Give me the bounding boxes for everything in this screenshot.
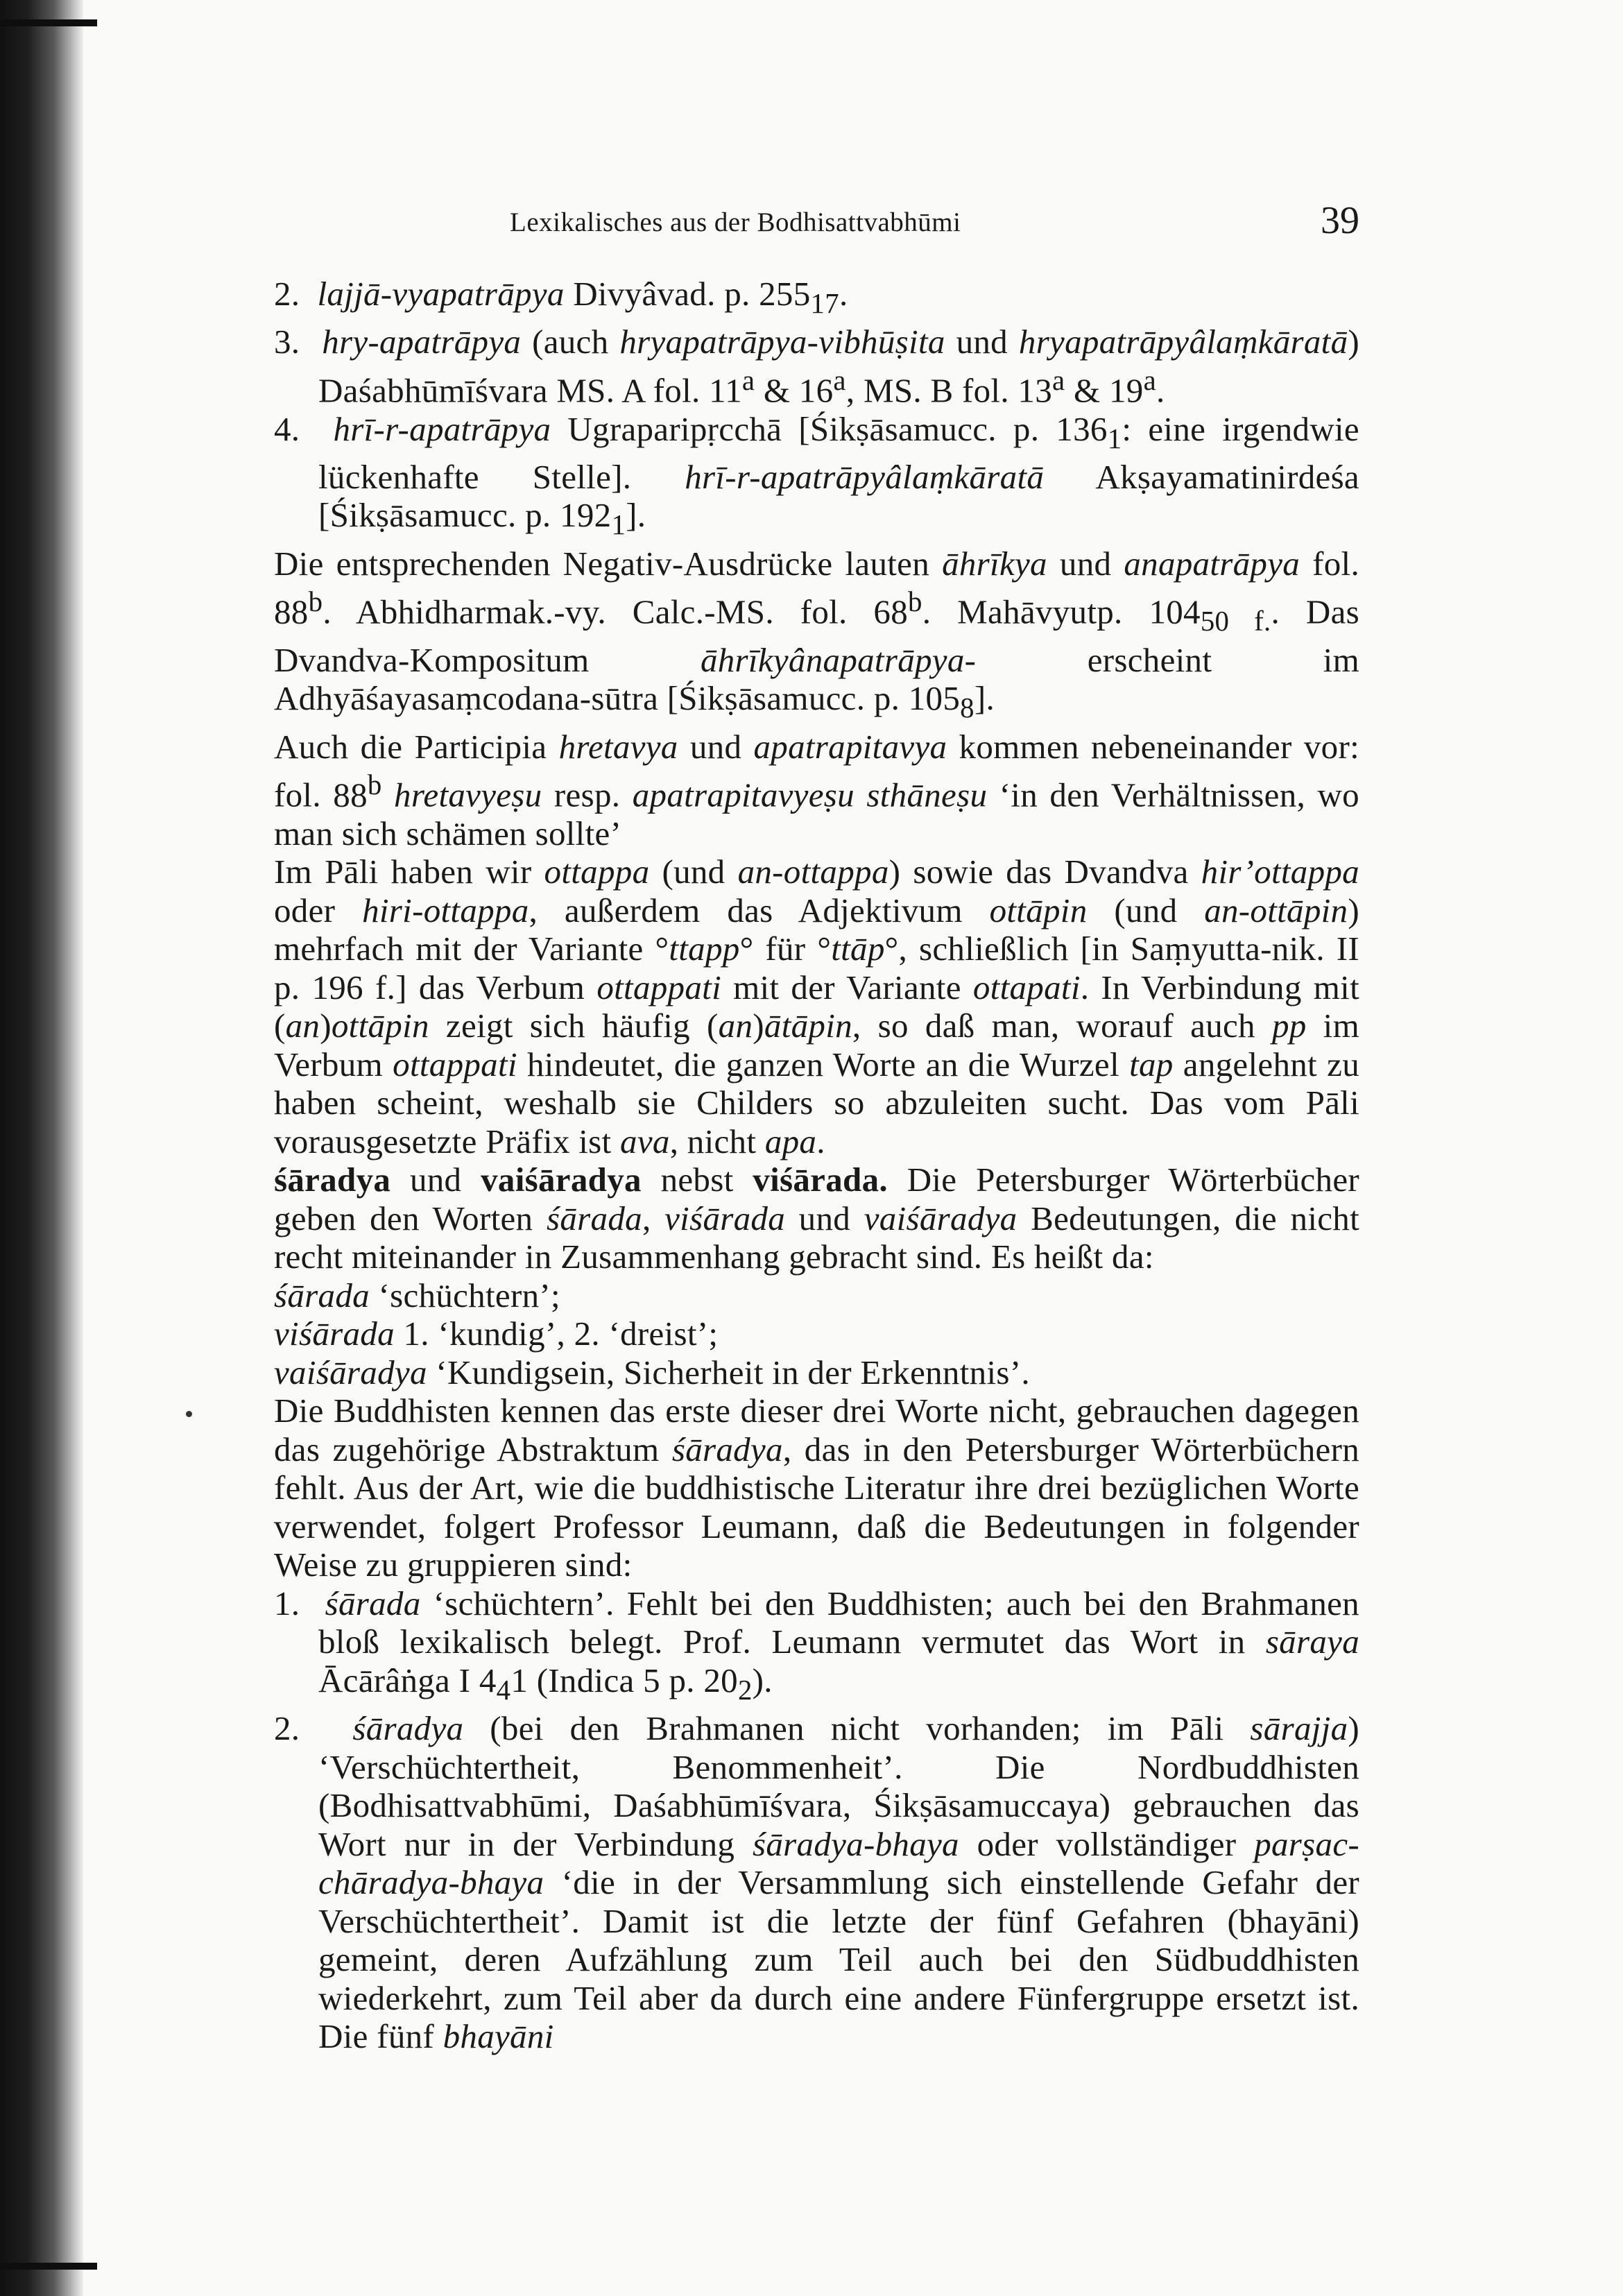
text-run: (und: [1087, 891, 1205, 929]
text-run: nebst: [641, 1160, 753, 1199]
italic-term: hrī-r-apatrāpya: [333, 409, 551, 448]
text-run: und: [785, 1199, 864, 1237]
margin-dot: [186, 1411, 192, 1417]
text-run: Akṣayamatinirdeśa [Śikṣāsamucc. p. 192: [318, 457, 1359, 535]
italic-term: hir’ottappa: [1201, 853, 1359, 891]
italic-term: parṣac-chāradya-bhaya: [318, 1824, 1360, 1902]
text-run: Die Petersburger Wörterbücher geben den Worten: [274, 1160, 1360, 1237]
text-run: . In Verbindung mit (: [274, 968, 1360, 1045]
headword-visarada: viśārada.: [753, 1160, 888, 1199]
paragraph-buddhisten: [274, 1391, 1359, 1584]
paragraph-saradya-heading: [274, 1160, 1359, 1276]
index-mark: b: [367, 769, 382, 801]
italic-term: hryapatrāpya-vibhūṣita: [619, 323, 945, 361]
book-spine-shadow: [0, 0, 83, 2296]
italic-term: an-ottappa: [737, 853, 889, 891]
text-run: resp.: [542, 776, 633, 814]
index-mark: 2: [737, 1674, 753, 1706]
text-run: oder: [274, 891, 363, 929]
index-mark: 1: [611, 509, 626, 541]
text-run: fol. 88: [274, 544, 1359, 631]
entry-item-2: [274, 275, 1359, 323]
text-run: und: [945, 323, 1019, 361]
running-head: [274, 198, 1359, 247]
index-mark: 50 f.: [1200, 606, 1271, 637]
text-run: [382, 776, 394, 814]
text-run: , so daß man, worauf auch: [852, 1006, 1272, 1045]
italic-term: an-ottāpin: [1204, 891, 1348, 929]
text-run: im Verbum: [274, 1006, 1359, 1083]
italic-term: ottāpin: [989, 891, 1088, 929]
text-run: .: [839, 275, 848, 313]
italic-term: hrī-r-apatrāpyâlaṃkāratā: [685, 457, 1045, 496]
italic-term: sāraya: [1265, 1622, 1359, 1661]
text-run: 4.: [274, 409, 300, 448]
text-run: Divyâvad. p. 255: [564, 275, 811, 313]
index-mark: a: [1143, 364, 1156, 396]
index-mark: b: [908, 586, 922, 618]
entry-item-4: [274, 410, 1359, 545]
italic-term: apatrapitavyeṣu sthāneṣu: [632, 776, 988, 814]
text-run: 1 (Indica 5 p. 20: [510, 1661, 738, 1699]
text-run: 1. ‘kundig’, 2. ‘dreist’;: [394, 1314, 719, 1353]
headword-saradya: śāradya: [274, 1160, 391, 1199]
italic-term: ātāpin: [764, 1006, 852, 1045]
text-run: ) ‘Verschüchtertheit, Benommenheit’. Die Nordbuddhisten (Bodhisattvabhūmi, Daśabhūmīśvara, Śikṣāsamuccaya) gebrauchen das Wort nur in der Verbindung: [318, 1709, 1359, 1863]
italic-term: śārada: [274, 1276, 370, 1314]
italic-term: tap: [1129, 1045, 1174, 1083]
italic-term: śāradya: [352, 1709, 464, 1748]
text-run: kommen nebeneinander vor: fol. 88: [274, 727, 1359, 814]
entry-item-3: [274, 323, 1359, 409]
text-run: , das in den Petersburger Wörterbüchern fehlt. Aus der Art, wie die buddhistische Literatur ihre drei bezüglichen Worte verwendet, folgert Professor Leumann, daß die Bedeutungen in folgender Weise zu gruppieren sind:: [274, 1430, 1359, 1584]
paragraph-pali: [274, 853, 1359, 1160]
italic-term: śāradya-bhaya: [753, 1824, 959, 1863]
text-run: ].: [626, 496, 646, 535]
text-run: ) mehrfach mit der Variante °: [274, 891, 1359, 968]
italic-term: an: [718, 1006, 753, 1045]
italic-term: hretavya: [558, 727, 678, 766]
index-mark: a: [1052, 364, 1065, 396]
italic-term: hiri-ottappa: [362, 891, 529, 929]
text-run: angelehnt zu haben scheint, weshalb sie Childers so abzuleiten sucht. Das vom Pāli vorausgesetzte Präfix ist: [274, 1045, 1359, 1160]
text-run: Im Pāli haben wir: [274, 853, 544, 891]
text-run: Auch die Participia: [274, 727, 559, 766]
text-run: . Abhidharmak.-vy. Calc.-MS. fol. 68: [323, 592, 909, 631]
text-run: (bei den Brahmanen nicht vorhanden; im Pāli: [463, 1709, 1251, 1748]
italic-term: bhayāni: [443, 2017, 554, 2056]
italic-term: vaiśāradya: [864, 1199, 1017, 1237]
italic-term: āhrīkyânapatrāpya: [700, 640, 965, 679]
text-run: . Das Dvandva-Kompositum: [274, 592, 1359, 679]
italic-term: sārajja: [1250, 1709, 1348, 1748]
text-run: ): [320, 1006, 332, 1045]
index-mark: 4: [496, 1674, 511, 1706]
italic-term: hry-apatrāpya: [322, 323, 522, 361]
italic-term: anapatrāpya: [1124, 544, 1300, 583]
italic-term: śāradya: [671, 1430, 783, 1468]
italic-term: apa: [764, 1122, 817, 1160]
index-mark: 8: [960, 692, 974, 724]
text-run: mit der Variante: [721, 968, 973, 1006]
text-run: (und: [649, 853, 738, 891]
italic-term: ottappa: [544, 853, 650, 891]
index-mark: 1: [1107, 422, 1122, 454]
italic-term: apatrapitavya: [753, 727, 947, 766]
text-run: Die Buddhisten kennen das erste dieser drei Worte nicht, gebrauchen dagegen das zugehörige Abstraktum: [274, 1391, 1359, 1468]
italic-term: ttāp: [831, 929, 885, 968]
italic-term: ottāpin: [331, 1006, 429, 1045]
quote-vaisaradya: [274, 1353, 1359, 1392]
text-run: zeigt sich häufig (: [429, 1006, 719, 1045]
text-run: ): [753, 1006, 764, 1045]
text-run: 1.: [274, 1584, 300, 1622]
text-run: ).: [752, 1661, 773, 1699]
text-run: .: [816, 1122, 825, 1160]
italic-term: hretavyeṣu: [394, 776, 542, 814]
body-text: [274, 275, 1359, 2056]
text-run: , MS. B fol. 13: [845, 371, 1053, 410]
page-number: 39: [1321, 199, 1359, 242]
index-mark: a: [833, 364, 846, 396]
text-run: und: [1047, 544, 1124, 583]
italic-term: āhrīkya: [942, 544, 1047, 583]
spine-notch-top: [0, 19, 97, 26]
running-title: Lexikalisches aus der Bodhisattvabhūmi: [510, 207, 961, 237]
text-run: Bedeutungen, die nicht recht miteinander in Zusammenhang gebracht sind. Es heißt da:: [274, 1199, 1360, 1276]
text-run: oder vollständiger: [959, 1824, 1255, 1863]
text-run: 2.: [274, 1709, 300, 1748]
italic-term: ottapati: [972, 968, 1081, 1006]
text-run: ‘in den Verhältnissen, wo man sich schämen sollte’: [274, 776, 1359, 853]
quote-visarada: [274, 1314, 1359, 1353]
text-run: und: [390, 1160, 481, 1199]
text-run: Ugraparipṛcchā [Śikṣāsamucc. p. 136: [551, 409, 1108, 448]
paragraph-negativ: [274, 545, 1359, 728]
italic-term: ottappati: [596, 968, 721, 1006]
text-run: °, schließlich [in Saṃyutta-nik. II p. 196 f.] das Verbum: [274, 929, 1359, 1006]
text-run: ,: [642, 1199, 665, 1237]
text-run: ) Daśabhūmīśvara MS. A fol. 11: [318, 323, 1359, 410]
italic-term: vaiśāradya: [274, 1353, 427, 1391]
text-run: - erscheint im Adhyāśayasaṃcodana-sūtra [Śikṣāsamucc. p. 105: [274, 640, 1359, 718]
italic-term: viśārada: [274, 1314, 395, 1353]
text-run: ‘schüchtern’. Fehlt bei den Buddhisten; auch bei den Brahmanen bloß lexikalisch belegt. Prof. Leumann vermutet das Wort in: [318, 1584, 1359, 1661]
text-run: ].: [974, 679, 995, 718]
text-run: ° für °: [739, 929, 832, 968]
text-run: Die entsprechenden Negativ-Ausdrücke lauten: [274, 544, 943, 583]
italic-term: ottappati: [393, 1045, 517, 1083]
italic-term: hryapatrāpyâlaṃkāratā: [1018, 323, 1348, 361]
text-run: 2.: [274, 275, 300, 313]
index-mark: a: [741, 364, 755, 396]
text-run: Ācārâṅga I 4: [318, 1661, 497, 1699]
index-mark: b: [308, 586, 323, 618]
italic-term: lajjā-vyapatrāpya: [317, 275, 565, 313]
italic-term: ava: [620, 1122, 670, 1160]
text-run: , nicht: [669, 1122, 765, 1160]
paragraph-participia: [274, 728, 1359, 853]
list-item-1: [274, 1584, 1359, 1709]
headword-vaisaradya: vaiśāradya: [481, 1160, 642, 1199]
page: [274, 198, 1359, 2056]
italic-term: ttapp: [669, 929, 740, 968]
text-run: . Mahāvyutp. 104: [922, 592, 1201, 631]
text-run: .: [1156, 371, 1165, 410]
italic-term: an: [285, 1006, 320, 1045]
text-run: , außerdem das Adjektivum: [529, 891, 990, 929]
text-run: und: [678, 727, 754, 766]
italic-term: śārada: [325, 1584, 421, 1622]
italic-term: śārada: [546, 1199, 642, 1237]
text-run: ) sowie das Dvandva: [888, 853, 1201, 891]
text-run: ‘schüchtern’;: [369, 1276, 560, 1314]
text-run: ‘die in der Versammlung sich einstellende Gefahr der Verschüchtertheit’. Damit ist die letzte der fünf Gefahren (bhayāni) gemeint, deren Aufzählung zum Teil auch bei den Südbuddhisten wiederkehrt, zum Teil aber da durch eine andere Fünfergruppe ersetzt ist. Die fünf: [318, 1863, 1359, 2056]
text-run: & 16: [755, 371, 834, 410]
text-run: 3.: [274, 323, 300, 361]
italic-term: viśārada: [664, 1199, 786, 1237]
italic-term: pp: [1271, 1006, 1307, 1045]
text-run: ‘Kundigsein, Sicherheit in der Erkenntnis’.: [427, 1353, 1030, 1391]
list-item-2: [274, 1709, 1359, 2056]
text-run: & 19: [1065, 371, 1144, 410]
text-run: hindeutet, die ganzen Worte an die Wurzel: [517, 1045, 1130, 1083]
quote-sarada: [274, 1276, 1359, 1315]
index-mark: 17: [810, 287, 839, 319]
text-run: (auch: [521, 323, 620, 361]
spine-notch-bottom: [0, 2263, 97, 2270]
text-run: : eine irgendwie lückenhafte Stelle].: [318, 409, 1359, 496]
